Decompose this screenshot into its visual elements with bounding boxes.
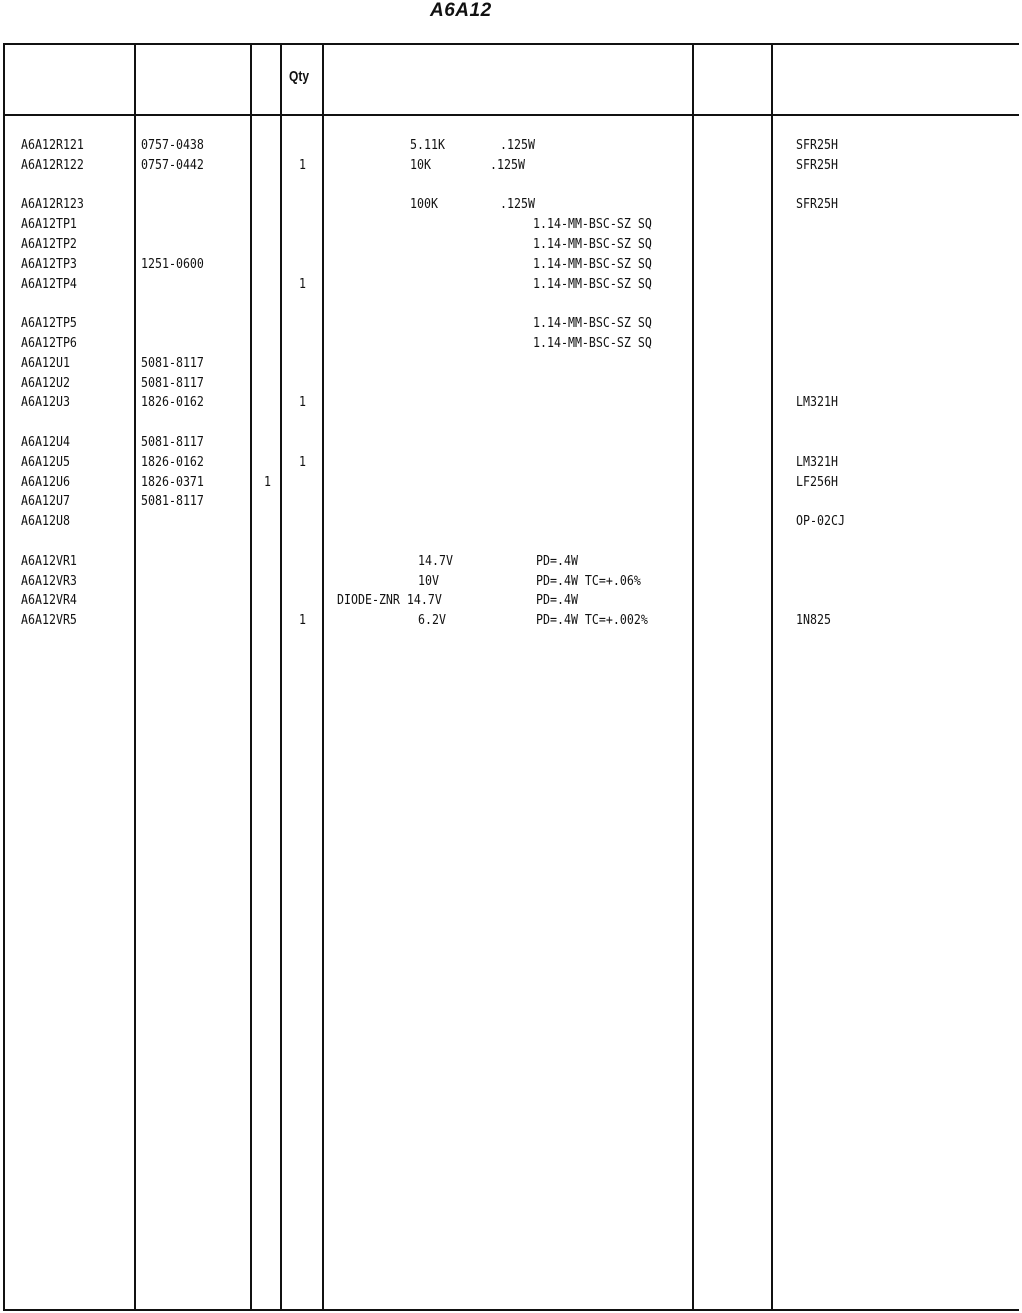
description-detail: 1.14-MM-BSC-SZ SQ xyxy=(533,315,652,332)
reference-designator: A6A12R121 xyxy=(21,137,84,153)
description-detail: 1.14-MM-BSC-SZ SQ xyxy=(533,255,652,272)
part-number: 0757-0438 xyxy=(141,137,204,153)
column-divider xyxy=(771,43,773,1311)
description-value: 14.7V xyxy=(418,552,453,569)
mfr-part-number: SFR25H xyxy=(796,196,838,213)
description-rating: .125W xyxy=(500,137,535,153)
part-number: 0757-0442 xyxy=(141,156,204,173)
column-divider xyxy=(692,43,694,1311)
mfr-part-number: SFR25H xyxy=(796,156,838,173)
quantity: 1 xyxy=(299,453,307,470)
part-number: 5081-8117 xyxy=(141,434,204,450)
reference-designator: A6A12U1 xyxy=(21,354,70,371)
description-detail: 1.14-MM-BSC-SZ SQ xyxy=(533,216,652,233)
part-number: 1251-0600 xyxy=(141,255,204,272)
description-detail: 1.14-MM-BSC-SZ SQ xyxy=(533,275,652,292)
qty-column-header: Qty xyxy=(289,68,310,85)
column-divider xyxy=(250,43,252,1311)
mfr-part-number: 1N825 xyxy=(796,612,831,629)
column-divider xyxy=(280,43,282,1311)
description-value: 10K xyxy=(410,156,431,173)
description-value: 6.2V xyxy=(418,612,446,629)
description-value: 5.11K xyxy=(410,137,445,153)
table-top-border xyxy=(3,43,1019,45)
column-divider xyxy=(3,43,5,1311)
reference-designator: A6A12U4 xyxy=(21,434,70,450)
reference-designator: A6A12VR3 xyxy=(21,572,77,589)
reference-designator: A6A12TP5 xyxy=(21,315,77,332)
quantity: 1 xyxy=(299,275,307,292)
reference-designator: A6A12TP1 xyxy=(21,216,77,233)
reference-designator: A6A12TP4 xyxy=(21,275,77,292)
mfr-part-number: LM321H xyxy=(796,394,838,411)
reference-designator: A6A12U6 xyxy=(21,473,70,490)
part-number: 5081-8117 xyxy=(141,354,204,371)
part-number: 5081-8117 xyxy=(141,374,204,391)
reference-designator: A6A12VR1 xyxy=(21,552,77,569)
description-rating: .125W xyxy=(500,196,535,213)
reference-designator: A6A12R123 xyxy=(21,196,84,213)
description-rating: PD=.4W xyxy=(536,592,578,609)
description-value: DIODE-ZNR 14.7V xyxy=(337,592,442,609)
part-number: 1826-0162 xyxy=(141,453,204,470)
description-rating: .125W xyxy=(490,156,525,173)
description-detail: 1.14-MM-BSC-SZ SQ xyxy=(533,236,652,252)
header-divider xyxy=(3,114,1019,116)
reference-designator: A6A12TP2 xyxy=(21,236,77,252)
mfr-part-number: LF256H xyxy=(796,473,838,490)
reference-designator: A6A12U7 xyxy=(21,493,70,510)
quantity: 1 xyxy=(299,156,307,173)
description-detail: 1.14-MM-BSC-SZ SQ xyxy=(533,335,652,351)
description-rating: PD=.4W xyxy=(536,552,578,569)
quantity: 1 xyxy=(299,394,307,411)
part-number: 1826-0162 xyxy=(141,394,204,411)
description-rating: PD=.4W TC=+.06% xyxy=(536,572,641,589)
reference-designator: A6A12VR4 xyxy=(21,592,77,609)
reference-designator: A6A12R122 xyxy=(21,156,84,173)
mfr-part-number: SFR25H xyxy=(796,137,838,153)
check-digit: 1 xyxy=(264,473,272,490)
mfr-part-number: LM321H xyxy=(796,453,838,470)
table-bottom-border xyxy=(3,1309,1019,1311)
reference-designator: A6A12TP3 xyxy=(21,255,77,272)
reference-designator: A6A12TP6 xyxy=(21,335,77,351)
description-rating: PD=.4W TC=+.002% xyxy=(536,612,648,629)
quantity: 1 xyxy=(299,612,307,629)
mfr-part-number: OP-02CJ xyxy=(796,513,845,530)
reference-designator: A6A12U5 xyxy=(21,453,70,470)
reference-designator: A6A12U8 xyxy=(21,513,70,530)
reference-designator: A6A12U2 xyxy=(21,374,70,391)
column-divider xyxy=(134,43,136,1311)
description-value: 10V xyxy=(418,572,439,589)
description-value: 100K xyxy=(410,196,438,213)
part-number: 5081-8117 xyxy=(141,493,204,510)
part-number: 1826-0371 xyxy=(141,473,204,490)
reference-designator: A6A12U3 xyxy=(21,394,70,411)
page-title: A6A12 xyxy=(430,0,492,21)
column-divider xyxy=(322,43,324,1311)
reference-designator: A6A12VR5 xyxy=(21,612,77,629)
